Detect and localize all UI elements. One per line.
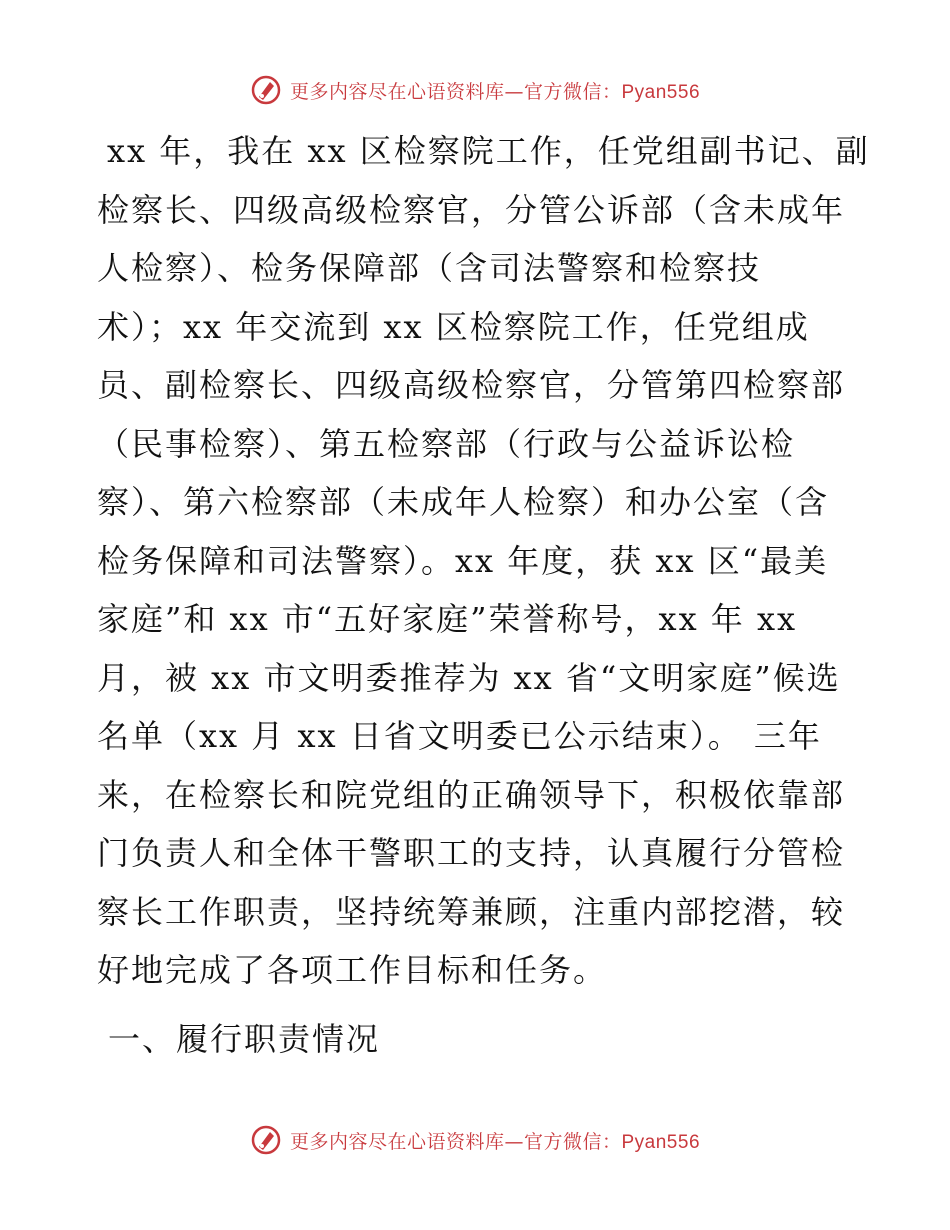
watermark-footer [0, 1120, 950, 1160]
watermark-label: 更多内容尽在心语资料库—官方微信： [289, 80, 622, 103]
section-heading: 一、履行职责情况 [108, 1020, 381, 1058]
text-line: 察）、第六检察部（未成年人检察）和办公室（含 [97, 483, 830, 521]
text-line: 检务保障和司法警察）。xx 年度，获 xx 区“最美 [97, 541, 829, 580]
text-line: 人检察）、检务保障部（含司法警察和检察技 [97, 249, 762, 287]
watermark-handle: Pyan556 [621, 1131, 701, 1153]
text-line: 月，被 xx 市文明委推荐为 xx 省“文明家庭”候选 [97, 658, 841, 697]
text-line: 门负责人和全体干警职工的支持，认真履行分管检 [97, 834, 846, 872]
body-paragraph [97, 122, 870, 1000]
text-line: 名单（xx 月 xx 日省文明委已公示结束）。 三年 [97, 717, 822, 755]
text-line: 来，在检察长和院党组的正确领导下，积极依靠部 [97, 775, 846, 814]
text-line: 好地完成了各项工作目标和任务。 [97, 951, 608, 989]
watermark-label: 更多内容尽在心语资料库—官方微信： [289, 1130, 622, 1153]
watermark-handle: Pyan556 [621, 81, 701, 103]
pen-nib-logo-icon [250, 74, 282, 106]
text-line: 察长工作职责，坚持统筹兼顾，注重内部挖潜，较 [97, 892, 846, 931]
text-line: 检察长、四级高级检察官，分管公诉部（含未成年 [97, 190, 846, 229]
watermark-text [290, 1127, 700, 1154]
text-line: xx 年，我在 xx 区检察院工作，任党组副书记、副 [107, 132, 870, 170]
text-line: 家庭”和 xx 市“五好家庭”荣誉称号，xx 年 xx [97, 600, 798, 638]
pen-nib-logo-icon [250, 1124, 282, 1156]
text-line: 术）；xx 年交流到 xx 区检察院工作，任党组成 [97, 307, 810, 346]
text-line: （民事检察）、第五检察部（行政与公益诉讼检 [97, 424, 796, 463]
watermark-header [0, 70, 950, 110]
text-line: 员、副检察长、四级高级检察官，分管第四检察部 [97, 366, 846, 404]
watermark-text [290, 77, 700, 104]
